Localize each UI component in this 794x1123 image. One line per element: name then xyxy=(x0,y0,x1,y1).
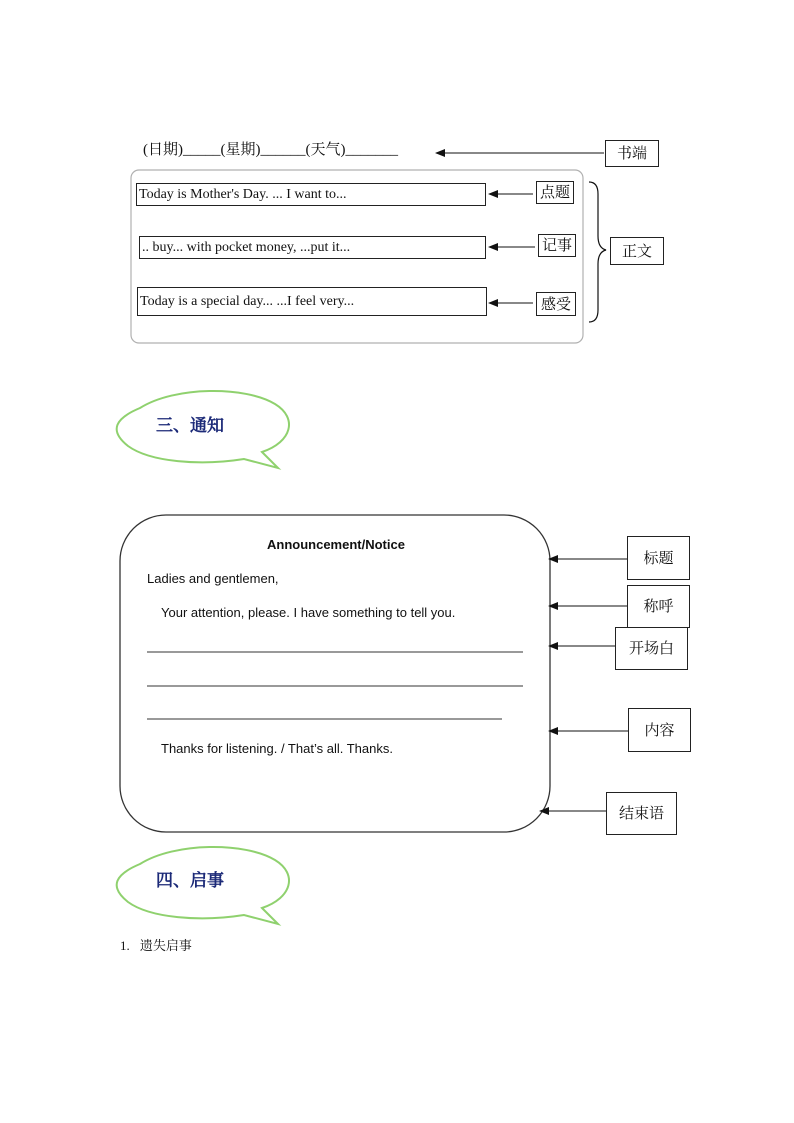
list-item-text: 遗失启事 xyxy=(139,939,192,954)
diary-row-3: Today is a special day... ...I feel very... xyxy=(137,287,487,316)
list-item xyxy=(120,935,192,954)
notice-salutation: Ladies and gentlemen, xyxy=(147,571,279,586)
diary-row-1: Today is Mother's Day. ... I want to... xyxy=(136,183,486,206)
date-weather-line: (日期)_____(星期)______(天气)_______ xyxy=(143,142,398,158)
row-1-label: 点题 xyxy=(536,181,574,204)
notice-closing: Thanks for listening. / That’s all. Thanks. xyxy=(161,741,393,756)
body-brace xyxy=(589,182,606,322)
title-label: 标题 xyxy=(627,536,690,580)
section3-title: 三、通知 xyxy=(156,416,224,436)
ending-label: 结束语 xyxy=(606,792,677,835)
notice-frame xyxy=(120,515,550,832)
row-2-label: 记事 xyxy=(538,234,576,257)
opening-label: 开场白 xyxy=(615,627,688,670)
content-label: 内容 xyxy=(628,708,691,752)
book-end-label: 书端 xyxy=(605,140,659,167)
notice-heading: Announcement/Notice xyxy=(267,537,405,552)
row-3-label: 感受 xyxy=(536,292,576,316)
notice-opening: Your attention, please. I have something to tell you. xyxy=(161,605,456,620)
body-label: 正文 xyxy=(610,237,664,265)
list-item-number: 1. xyxy=(120,938,130,953)
diary-row-2: .. buy... with pocket money, ...put it... xyxy=(139,236,486,259)
section4-title: 四、启事 xyxy=(156,871,224,891)
salutation-label: 称呼 xyxy=(627,585,690,628)
